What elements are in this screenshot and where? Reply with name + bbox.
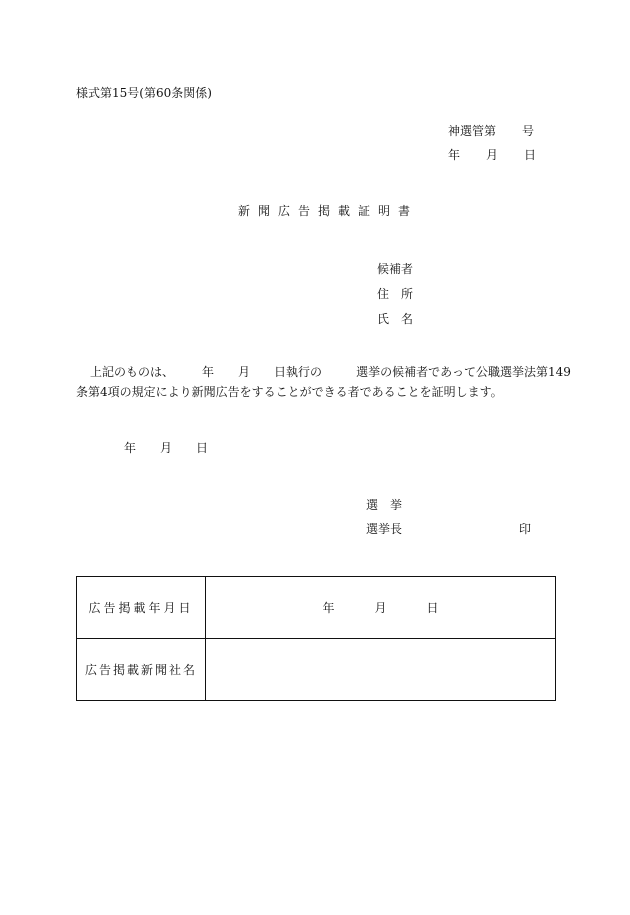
chair-label: 選挙長 [366, 522, 403, 536]
candidate-header: 候補者 [377, 262, 414, 276]
publication-date-value[interactable] [206, 577, 556, 639]
issue-year: 年 [124, 441, 137, 455]
certification-line-1 [90, 365, 571, 379]
publication-record-table [76, 576, 556, 701]
publication-date-label: 広告掲載年月日 [77, 577, 206, 639]
publication-month: 月 [374, 601, 387, 615]
reference-date [448, 148, 536, 162]
body-month: 月 [238, 365, 251, 379]
form-number: 様式第15号(第60条関係) [76, 86, 212, 100]
body-intro: 上記のものは、 [90, 365, 175, 379]
table-row [77, 577, 556, 639]
seal-mark: 印 [519, 522, 532, 536]
newspaper-name-value[interactable] [206, 639, 556, 701]
document-title: 新聞広告掲載証明書 [238, 204, 419, 218]
certification-line-2: 条第4項の規定により新聞広告をすることができる者であることを証明します。 [76, 385, 503, 399]
candidate-name-label: 氏 名 [377, 312, 414, 326]
reference-prefix: 神選管第 [448, 124, 497, 138]
table-row [77, 639, 556, 701]
reference-year: 年 [448, 148, 461, 162]
reference-suffix: 号 [522, 124, 535, 138]
issue-month: 月 [160, 441, 173, 455]
body-day-execution: 日執行の [274, 365, 323, 379]
newspaper-name-label: 広告掲載新聞社名 [77, 639, 206, 701]
issue-date [124, 441, 208, 455]
reference-month: 月 [486, 148, 499, 162]
body-election-clause: 選挙の候補者であって公職選挙法第149 [356, 365, 571, 379]
publication-year: 年 [322, 601, 335, 615]
body-year: 年 [202, 365, 215, 379]
issue-day: 日 [196, 441, 209, 455]
reference-day: 日 [524, 148, 537, 162]
election-label: 選 挙 [366, 498, 403, 512]
publication-day: 日 [426, 601, 439, 615]
candidate-address-label: 住 所 [377, 287, 414, 301]
reference-number [448, 124, 534, 138]
